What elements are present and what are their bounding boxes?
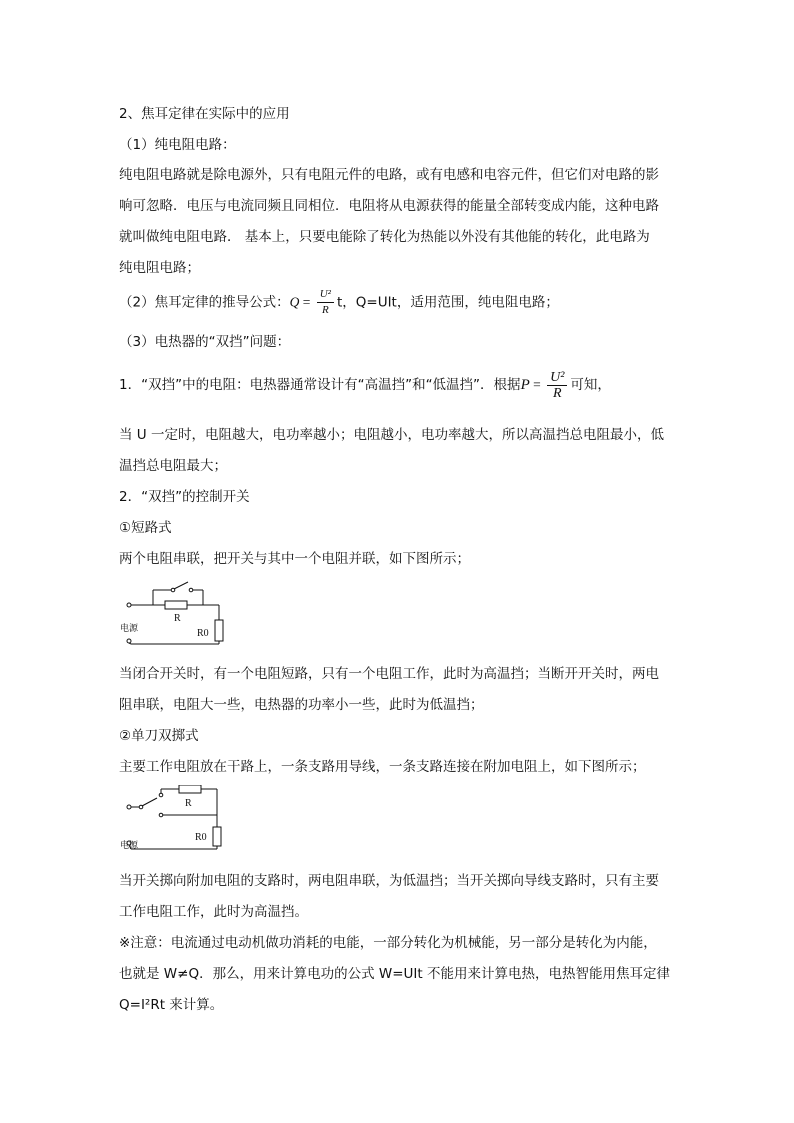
- note-line: 也就是 W≠Q．那么，用来计算电功的公式 W=UIt 不能用来计算电热，电热智能用焦耳定律: [119, 966, 670, 982]
- paragraph-line: 主要工作电阻放在干路上，一条支路用导线，一条支路连接在附加电阻上，如下图所示；: [119, 759, 646, 775]
- formula-prefix: 1．“双挡”中的电阻：电热器通常设计有“高温挡”和“低温挡”．根据: [119, 377, 521, 393]
- formula-line-power: [119, 364, 611, 406]
- paragraph-line: 响可忽略．电压与电流同频且同相位．电阻将从电源获得的能量全部转变成内能，这种电路: [119, 198, 659, 214]
- formula-line-joule: [119, 287, 559, 318]
- resistor-r0: [215, 620, 223, 641]
- label-r: R: [174, 613, 181, 624]
- subheading-spdt: ②单刀双掷式: [119, 728, 199, 744]
- fraction-numerator: U²: [547, 370, 567, 386]
- fraction-denominator: R: [552, 385, 562, 401]
- label-r: R: [185, 798, 192, 809]
- paragraph-line: 纯电阻电路就是除电源外，只有电阻元件的电路，或有电感和电容元件，但它们对电路的影: [119, 167, 659, 183]
- terminal-top: [127, 603, 131, 607]
- paragraph-line: 就叫做纯电阻电路． 基本上，只要电能除了转化为热能以外没有其他能的转化，此电路为: [119, 229, 650, 245]
- resistor-r: [179, 785, 201, 793]
- formula-p: P: [520, 377, 530, 393]
- paragraph-line: 纯电阻电路；: [119, 260, 200, 276]
- paragraph-line: 当闭合开关时，有一个电阻短路，只有一个电阻工作，此时为高温挡；当断开开关时，两电: [119, 666, 659, 682]
- fraction-denominator: R: [321, 304, 329, 316]
- note-line: ※注意：电流通过电动机做功消耗的电能，一部分转化为机械能，另一部分是转化为内能，: [119, 935, 657, 951]
- formula-prefix: （2）焦耳定律的推导公式：: [119, 294, 290, 311]
- switch-blade: [174, 582, 188, 589]
- switch-contact: [159, 813, 163, 817]
- section-heading: 2、焦耳定律在实际中的应用: [119, 106, 290, 122]
- subheading-switch: 2．“双挡”的控制开关: [119, 489, 250, 505]
- paragraph-line: 工作电阻工作，此时为高温挡。: [119, 904, 308, 920]
- fraction-numerator: U²: [317, 287, 334, 303]
- terminal-top: [127, 805, 131, 809]
- paragraph-line: 阻串联，电阻大一些，电热器的功率小一些，此时为低温挡；: [119, 697, 484, 713]
- fraction-u2-over-r: [547, 370, 567, 401]
- formula-suffix: t，Q=UIt，适用范围，纯电阻电路；: [336, 294, 559, 311]
- label-power-source: 电源: [120, 624, 139, 634]
- paragraph-line: 两个电阻串联，把开关与其中一个电阻并联，如下图所示；: [119, 551, 470, 567]
- formula-q: Q: [289, 294, 300, 310]
- subheading-pure-resistance: （1）纯电阻电路：: [119, 137, 236, 153]
- note-line: Q=I²Rt 来计算。: [119, 997, 224, 1013]
- terminal-bottom: [127, 639, 131, 643]
- resistor-r0: [213, 827, 221, 846]
- subheading-short-circuit: ①短路式: [119, 520, 172, 536]
- formula-suffix: 可知，: [570, 377, 611, 393]
- label-r0: R0: [197, 628, 209, 639]
- resistor-r: [165, 601, 187, 609]
- label-power-source: 电源: [120, 841, 139, 851]
- fraction-u2-over-r: [317, 287, 334, 318]
- circuit-diagram-short: [119, 578, 231, 658]
- switch-contact: [189, 588, 193, 592]
- switch-contact: [159, 793, 163, 797]
- paragraph-line: 当开关掷向附加电阻的支路时，两电阻串联，为低温挡；当开关掷向导线支路时，只有主要: [119, 873, 659, 889]
- paragraph-line: 当 U 一定时，电阻越大，电功率越小；电阻越小，电功率越大，所以高温挡总电阻最小，低: [119, 427, 664, 443]
- circuit-diagram-spdt: [119, 785, 231, 857]
- switch-blade: [142, 798, 157, 806]
- label-r0: R0: [195, 832, 207, 843]
- formula-eq: =: [299, 294, 314, 310]
- subheading-dual-mode: （3）电热器的“双挡”问题：: [119, 334, 291, 350]
- formula-eq: =: [529, 377, 545, 392]
- paragraph-line: 温挡总电阻最大；: [119, 458, 227, 474]
